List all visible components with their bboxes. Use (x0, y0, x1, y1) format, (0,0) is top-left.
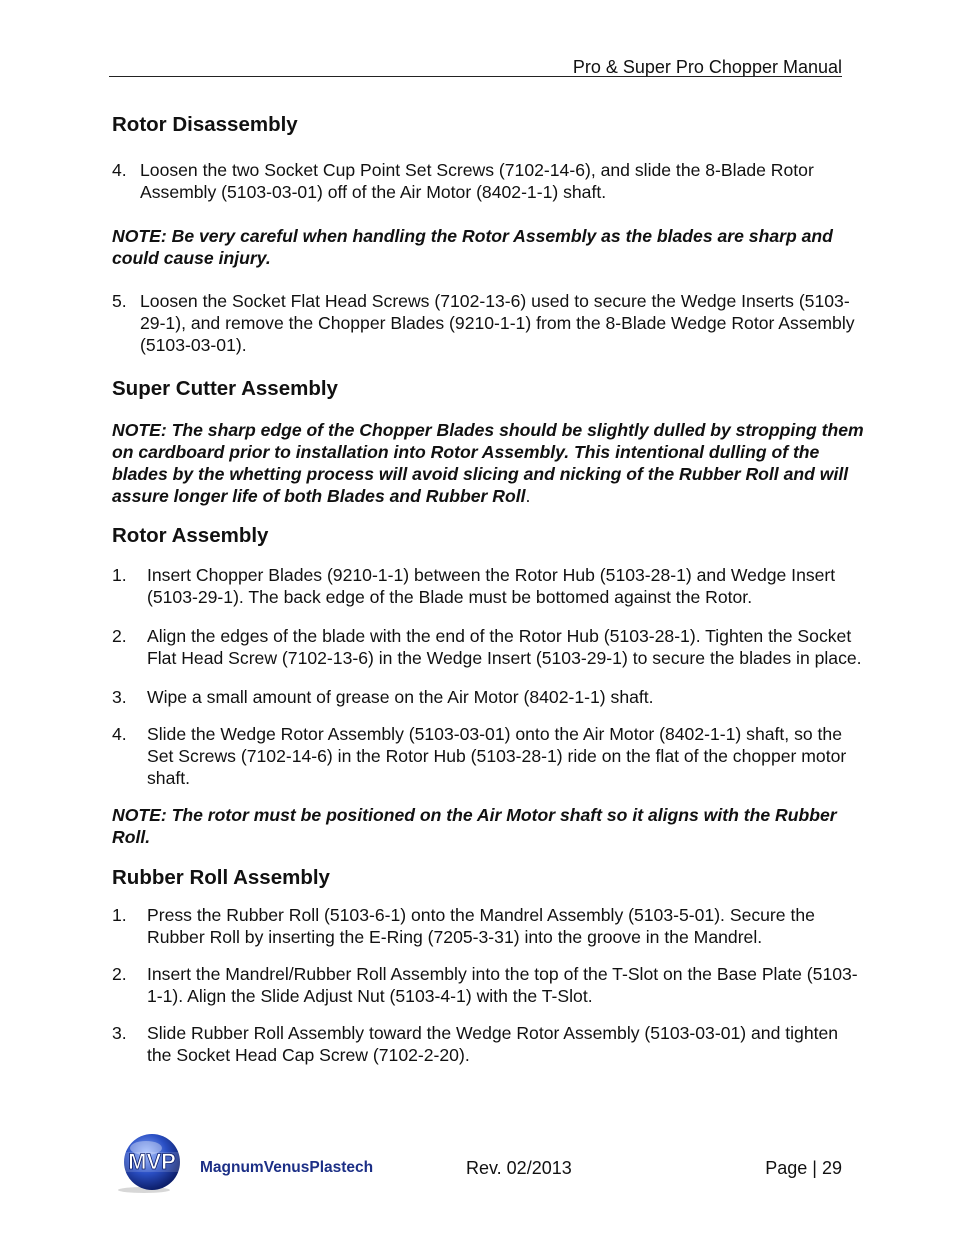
list-text: Insert Chopper Blades (9210-1-1) between the Rotor Hub (5103-28-1) and Wedge Insert (5103-29-1). The back edge of the Blade must be bottomed against the Rotor. (147, 565, 836, 607)
list-item (112, 625, 864, 669)
list-number: 2. (112, 626, 127, 646)
list-number: 2. (112, 964, 127, 984)
note-stropping-period: . (525, 486, 531, 506)
list-item (112, 723, 864, 789)
logo-text: MagnumVenusPlastech (200, 1159, 374, 1176)
page-number: Page | 29 (765, 1158, 842, 1178)
note-stropping-text: NOTE: The sharp edge of the Chopper Blades should be slightly dulled by stropping them on cardboard prior to installation into Rotor Assembly. This intentional dulling of the blades by the whetting process will avoid slicing and nicking of the Rubber Roll and will assure longer life of both Blades and Rubber Roll (112, 420, 864, 506)
heading-rubber-roll: Rubber Roll Assembly (112, 866, 330, 889)
list-item (112, 564, 864, 608)
note-rotor-position: NOTE: The rotor must be positioned on the Air Motor shaft so it aligns with the Rubber Roll. (112, 805, 837, 847)
list-text: Wipe a small amount of grease on the Air Motor (8402-1-1) shaft. (147, 687, 654, 707)
list-text: Slide the Wedge Rotor Assembly (5103-03-01) onto the Air Motor (8402-1-1) shaft, so the Set Screws (7102-14-6) in the Rotor Hub (5103-28-1) ride on the flat of the chopper motor shaft. (147, 724, 847, 788)
list-item (112, 290, 864, 356)
list-text: Loosen the two Socket Cup Point Set Screws (7102-14-6), and slide the 8-Blade Rotor Assembly (5103-03-01) off of the Air Motor (8402-1-1) shaft. (140, 160, 814, 202)
list-item (112, 904, 864, 948)
list-item (112, 686, 864, 708)
list-number: 1. (112, 565, 127, 585)
note-stropping (112, 419, 864, 507)
mvp-logo-icon (112, 1130, 412, 1194)
heading-rotor-assembly: Rotor Assembly (112, 524, 269, 547)
list-number: 3. (112, 1023, 127, 1043)
list-number: 4. (112, 724, 127, 744)
list-number: 5. (112, 291, 127, 311)
header-title: Pro & Super Pro Chopper Manual (572, 57, 842, 77)
list-item (112, 159, 864, 203)
list-text: Loosen the Socket Flat Head Screws (7102-13-6) used to secure the Wedge Inserts (5103-29-1), and remove the Chopper Blades (9210-1-1) from the 8-Blade Wedge Rotor Assembly (5103-03-01). (140, 291, 855, 355)
header-rule (109, 76, 842, 77)
heading-rotor-disassembly: Rotor Disassembly (112, 113, 298, 136)
list-text: Insert the Mandrel/Rubber Roll Assembly into the top of the T-Slot on the Base Plate (5103-1-1). Align the Slide Adjust Nut (5103-4-1) with the T-Slot. (147, 964, 858, 1006)
list-number: 4. (112, 160, 127, 180)
page-content (112, 112, 864, 1066)
list-text: Press the Rubber Roll (5103-6-1) onto the Mandrel Assembly (5103-5-01). Secure the Rubber Roll by inserting the E-Ring (7205-3-31) into the groove in the Mandrel. (147, 905, 815, 947)
logo-mark: MVP (128, 1149, 176, 1174)
list-text: Slide Rubber Roll Assembly toward the Wedge Rotor Assembly (5103-03-01) and tighten the Socket Head Cap Screw (7102-2-20). (147, 1023, 839, 1065)
note-sharp-blades: NOTE: Be very careful when handling the Rotor Assembly as the blades are sharp and could cause injury. (112, 226, 833, 268)
list-item (112, 1022, 864, 1066)
company-logo (112, 1130, 412, 1194)
list-text: Align the edges of the blade with the end of the Rotor Hub (5103-28-1). Tighten the Socket Flat Head Screw (7102-13-6) in the Wedge Insert (5103-29-1) to secure the blades in place. (147, 626, 862, 668)
revision-label: Rev. 02/2013 (466, 1158, 572, 1178)
list-number: 3. (112, 687, 127, 707)
list-number: 1. (112, 905, 127, 925)
list-item (112, 963, 864, 1007)
heading-super-cutter: Super Cutter Assembly (112, 377, 338, 400)
